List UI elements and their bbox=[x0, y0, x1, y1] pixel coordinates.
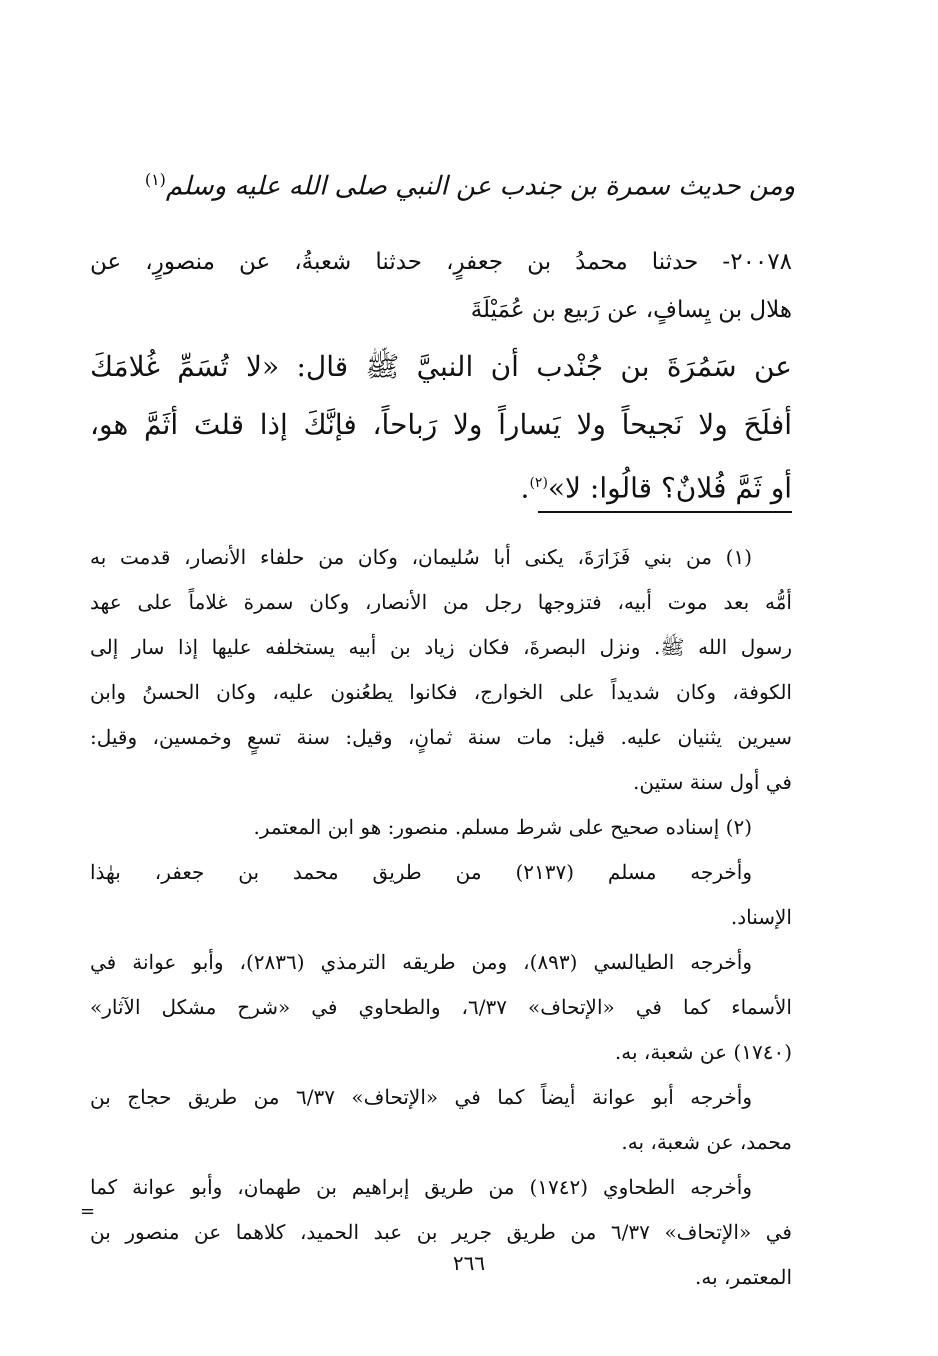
footnote-line: سيرين يثنيان عليه. قيل: مات سنة ثمانٍ، وقيل: سنة تسعٍ وخمسين، وقيل: bbox=[90, 725, 792, 749]
page-number: ٢٦٦ bbox=[452, 1251, 486, 1275]
footnote-line: (١) من بني فَزَارَةَ، يكنى أبا سُليمان، وكان من حلفاء الأنصار، قدمت به bbox=[90, 545, 752, 569]
footnote-line: الإسناد. bbox=[730, 905, 792, 929]
hadith-isnad bbox=[90, 238, 792, 334]
continuation-mark: = bbox=[80, 1201, 96, 1222]
footnote-line: الأسماء كما في «الإتحاف» ٦/٣٧، والطحاوي في «شرح مشكل الآثار» bbox=[90, 995, 792, 1019]
section-heading-text: ومن حديث سمرة بن جندب عن النبي صلى الله عليه وسلم bbox=[165, 171, 796, 202]
isnad-line: ٢٠٠٧٨- حدثنا محمدُ بن جعفرٍ، حدثنا شعبةُ، عن منصورٍ، عن bbox=[90, 249, 792, 275]
isnad-line: هلال بن يِسافٍ، عن رَبيع بن عُمَيْلَةَ bbox=[470, 297, 792, 323]
matn-footnote-ref: (٢) bbox=[529, 475, 548, 491]
footnote-line: في «الإتحاف» ٦/٣٧ من طريق جرير بن عبد الحميد، كلاهما عن منصور بن bbox=[90, 1220, 792, 1244]
footnote-line: (١٧٤٠) عن شعبة، به. bbox=[614, 1040, 792, 1064]
section-heading bbox=[140, 140, 800, 220]
footnote-line: (٢) إسناده صحيح على شرط مسلم. منصور: هو ابن المعتمر. bbox=[253, 815, 752, 839]
matn-line-text: أو ثَمَّ فُلانٌ؟ قالُوا: لا» bbox=[547, 471, 792, 505]
footnote-line: محمد، عن شعبة، به. bbox=[621, 1130, 792, 1154]
footnote-line: رسول الله ﷺ. ونزل البصرةَ، فكان زياد بن أبيه يستخلفه عليها إذا سار إلى bbox=[90, 635, 792, 659]
footnote-line: أمُّه بعد موت أبيه، فتزوجها رجل من الأنصار، وكان سمرة غلاماً على عهد bbox=[90, 590, 792, 614]
heading-footnote-ref: (١) bbox=[144, 170, 166, 189]
matn-end-punct: . bbox=[520, 471, 530, 505]
footnote-line: وأخرجه الطيالسي (٨٩٣)، ومن طريقه الترمذي (٢٨٣٦)، وأبو عوانة في bbox=[90, 950, 753, 974]
matn-line: أفلَحَ ولا نَجيحاً ولا يَساراً ولا رَباحاً، فإنَّكَ إذا قلتَ أثَمَّ هو، bbox=[90, 408, 792, 441]
footnote-line: المعتمر، به. bbox=[695, 1265, 792, 1289]
matn-line: عن سَمُرَةَ بن جُنْدب أن النبيَّ ﷺ قال: «لا تُسَمِّ غُلامَكَ bbox=[90, 350, 792, 383]
matn-line-last bbox=[90, 454, 792, 512]
hadith-matn bbox=[90, 338, 792, 512]
footnote-separator bbox=[538, 511, 792, 513]
footnote-line: في أول سنة ستين. bbox=[633, 770, 792, 794]
footnotes bbox=[90, 535, 792, 1300]
footnote-line: الكوفة، وكان شديداً على الخوارج، فكانوا يطعُنون عليه، وكان الحسنُ وابن bbox=[90, 680, 792, 704]
footnote-line: وأخرجه الطحاوي (١٧٤٢) من طريق إبراهيم بن طهمان، وأبو عوانة كما bbox=[90, 1175, 752, 1199]
footnote-line: وأخرجه أبو عوانة أيضاً كما في «الإتحاف» ٦/٣٧ من طريق حجاج بن bbox=[90, 1085, 752, 1109]
footnote-line: وأخرجه مسلم (٢١٣٧) من طريق محمد بن جعفر، بهٰذا bbox=[90, 860, 752, 884]
